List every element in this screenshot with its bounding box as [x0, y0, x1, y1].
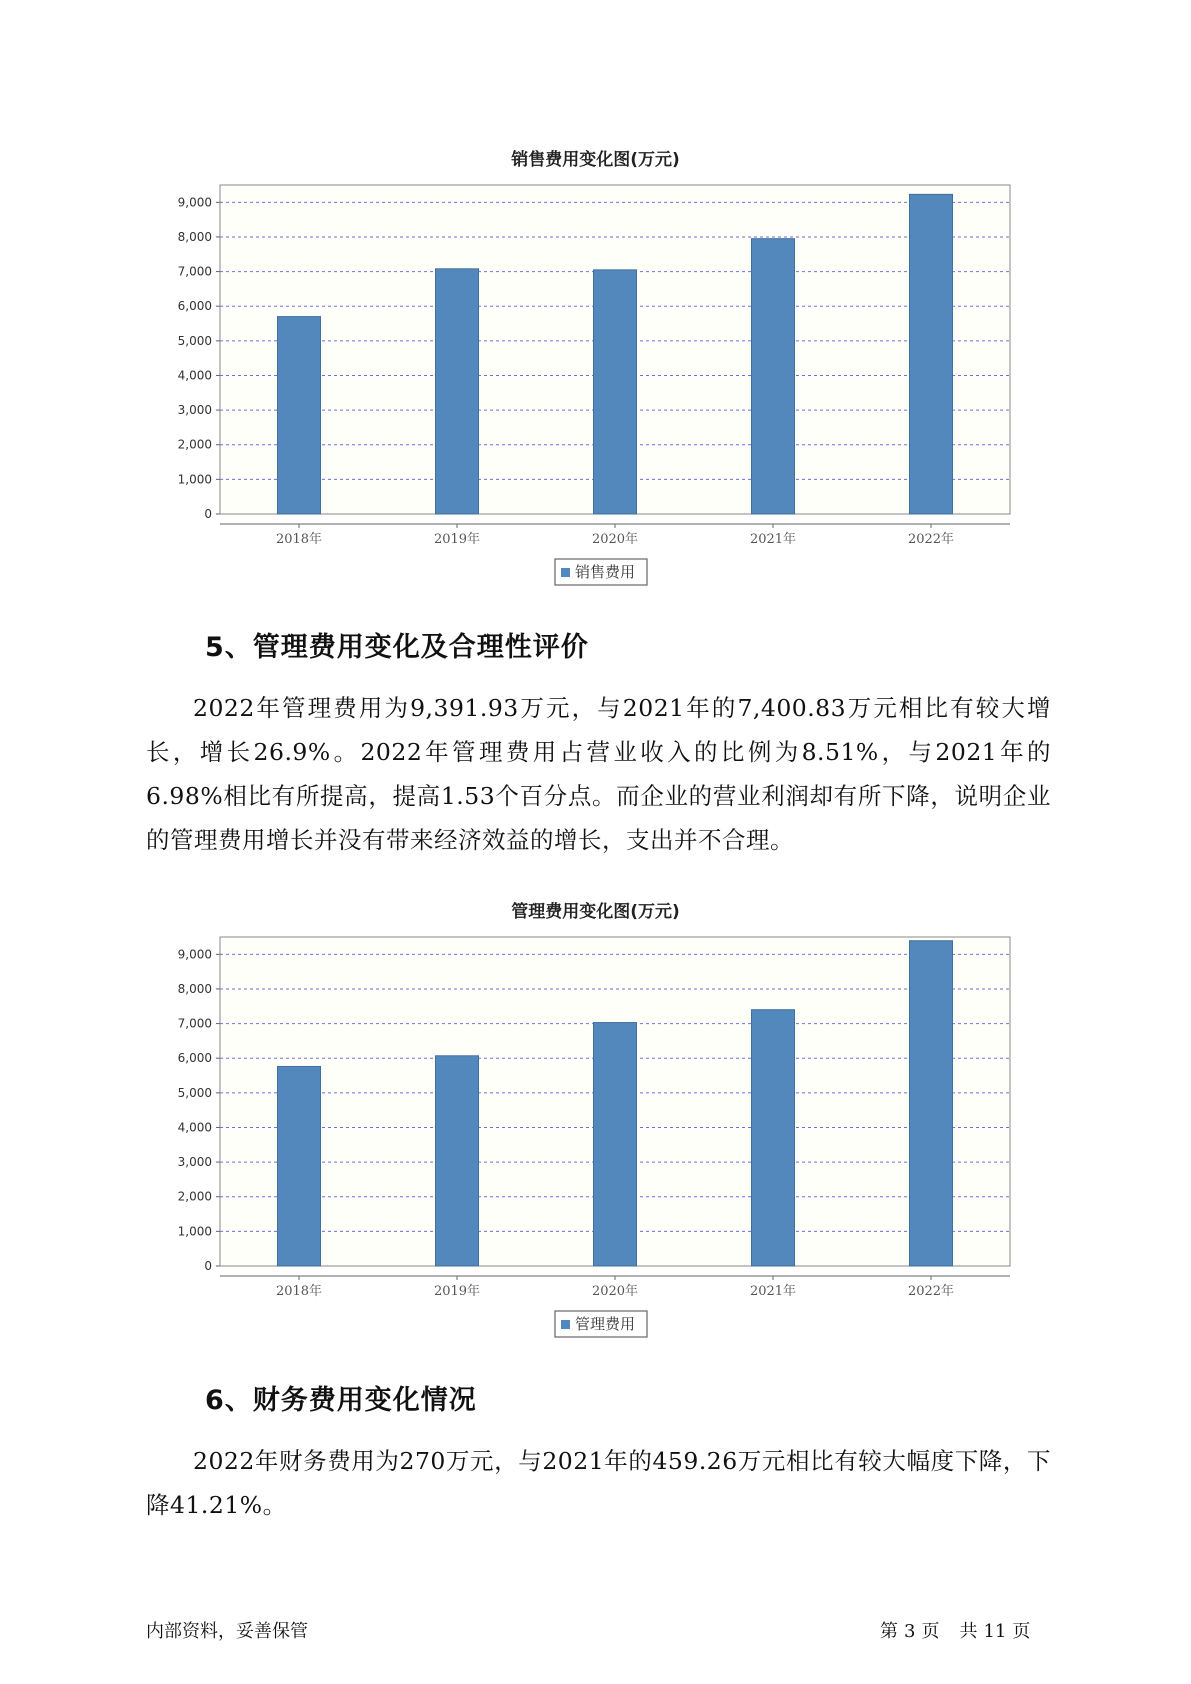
y-tick-label: 1,000: [177, 472, 212, 487]
chart-title-admin: 管理费用变化图(万元): [511, 902, 680, 922]
bar: [594, 1023, 637, 1266]
y-tick-label: 1,000: [177, 1224, 212, 1239]
y-tick-label: 0: [204, 507, 212, 521]
y-tick-label: 2,000: [177, 1189, 212, 1204]
y-tick-label: 3,000: [177, 1155, 212, 1170]
bar: [436, 1056, 479, 1266]
bar: [752, 1010, 795, 1266]
bar: [594, 270, 637, 514]
x-tick-label: 2021年: [749, 1284, 797, 1299]
x-tick-label: 2019年: [433, 532, 481, 547]
legend-label: 销售费用: [575, 563, 636, 581]
y-tick-label: 9,000: [177, 195, 212, 210]
section-5-paragraph: 2022年管理费用为9,391.93万元，与2021年的7,400.83万元相比有较大增长，增长26.9%。2022年管理费用占营业收入的比例为8.51%，与2021年的6.98%相比有所提高，提高1.53个百分点。而企业的营业利润却有所下降，说明企业的管理费用增长并没有带来经济效益的增长，支出并不合理。: [146, 694, 1051, 854]
y-tick-label: 6,000: [177, 1051, 212, 1066]
y-tick-label: 9,000: [177, 947, 212, 962]
y-tick-label: 5,000: [177, 333, 212, 348]
y-tick-label: 4,000: [177, 368, 212, 383]
total-prefix: 共: [959, 1621, 978, 1642]
x-tick-label: 2021年: [749, 532, 797, 547]
y-tick-label: 3,000: [177, 403, 212, 418]
bar: [910, 194, 953, 514]
x-tick-label: 2018年: [275, 532, 323, 547]
footer-confidential-note: 内部资料，妥善保管: [146, 1621, 308, 1642]
x-tick-label: 2020年: [591, 1284, 639, 1299]
y-tick-label: 5,000: [177, 1085, 212, 1100]
y-tick-label: 8,000: [177, 981, 212, 996]
x-tick-label: 2019年: [433, 1284, 481, 1299]
bar: [278, 317, 321, 514]
section-6-heading: 6、财务费用变化情况: [205, 1385, 477, 1416]
y-tick-label: 6,000: [177, 299, 212, 314]
total-pages: 11: [983, 1621, 1007, 1642]
y-tick-label: 4,000: [177, 1120, 212, 1135]
y-tick-label: 2,000: [177, 437, 212, 452]
chart-title-sales: 销售费用变化图(万元): [511, 150, 680, 170]
y-tick-label: 8,000: [177, 229, 212, 244]
total-unit: 页: [1012, 1621, 1031, 1642]
bar: [278, 1067, 321, 1266]
x-tick-label: 2022年: [907, 1284, 955, 1299]
legend-swatch: [561, 1320, 570, 1329]
x-tick-label: 2022年: [907, 532, 955, 547]
section-5-heading: 5、管理费用变化及合理性评价: [205, 632, 589, 663]
bar: [910, 941, 953, 1266]
y-tick-label: 0: [204, 1259, 212, 1273]
admin-expense-chart: [0, 922, 1191, 1342]
y-tick-label: 7,000: [177, 1016, 212, 1031]
bar: [436, 269, 479, 514]
y-tick-label: 7,000: [177, 264, 212, 279]
legend-label: 管理费用: [575, 1315, 636, 1333]
x-tick-label: 2020年: [591, 532, 639, 547]
sales-expense-chart: [0, 170, 1191, 590]
page-prefix: 第: [880, 1621, 898, 1642]
page-number: 3: [904, 1621, 916, 1642]
bar: [752, 239, 795, 514]
x-tick-label: 2018年: [275, 1284, 323, 1299]
section-6-paragraph: 2022年财务费用为270万元，与2021年的459.26万元相比有较大幅度下降，下降41.21%。: [146, 1447, 1051, 1519]
footer-page-info: [880, 1617, 1036, 1643]
page-unit: 页: [921, 1621, 940, 1642]
legend-swatch: [561, 568, 570, 577]
